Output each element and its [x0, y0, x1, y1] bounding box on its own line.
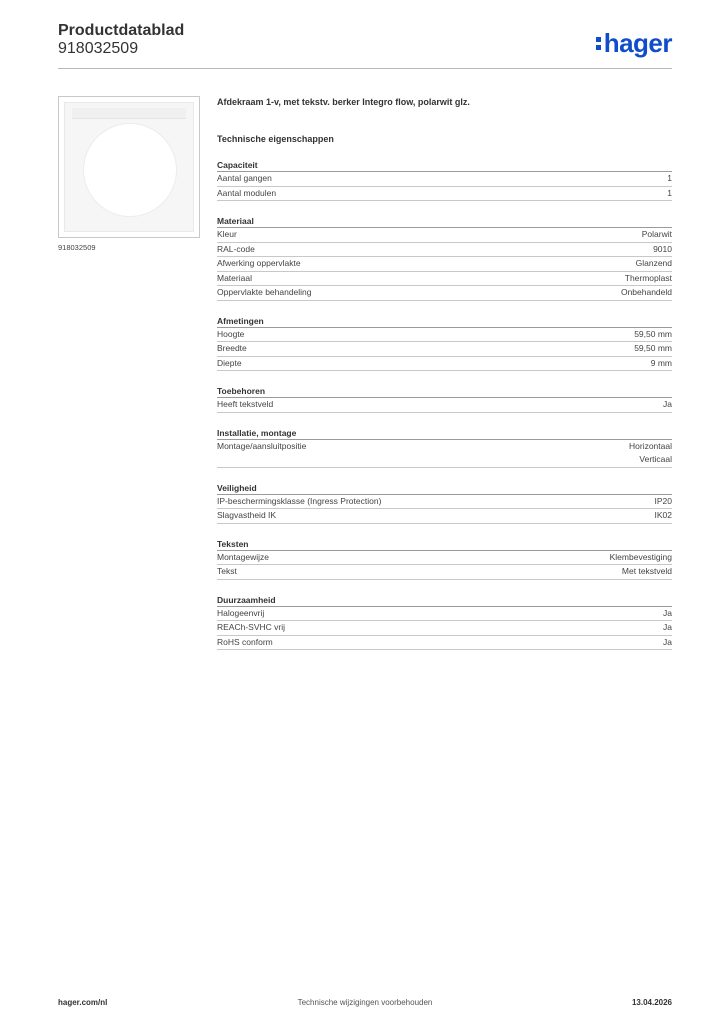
spec-label: Kleur [217, 229, 237, 239]
spec-row [217, 440, 672, 468]
spec-groups [217, 157, 672, 650]
product-specifications [217, 96, 672, 650]
spec-row [217, 342, 672, 357]
spec-group [217, 157, 672, 201]
label-field-illustration [72, 108, 186, 119]
cover-frame-illustration [64, 102, 194, 232]
spec-value-line: Ja [663, 636, 672, 647]
spec-group-title: Materiaal [217, 213, 672, 228]
spec-label: Afwerking oppervlakte [217, 258, 301, 268]
spec-value [663, 621, 672, 635]
spec-label: Montagewijze [217, 551, 269, 562]
spec-row [217, 257, 672, 272]
spec-group-title: Afmetingen [217, 313, 672, 328]
spec-value-line: Glanzend [635, 258, 672, 268]
footer-disclaimer: Technische wijzigingen voorbehouden [297, 998, 433, 1007]
spec-row [217, 398, 672, 413]
spec-value-line: Polarwit [641, 229, 672, 239]
product-image-caption: 918032509 [58, 243, 96, 252]
spec-value-line: Verticaal [639, 454, 672, 464]
spec-group [217, 536, 672, 580]
spec-value-line: Met tekstveld [621, 566, 672, 576]
spec-value-line: 9010 [653, 243, 672, 254]
spec-value [653, 243, 672, 257]
page-header [58, 20, 672, 70]
spec-value [636, 257, 672, 271]
spec-row [217, 357, 672, 372]
spec-value-line: 59,50 mm [634, 343, 672, 353]
spec-value [629, 440, 672, 467]
spec-group-title: Teksten [217, 536, 672, 551]
spec-label: IP-beschermingsklasse (Ingress Protection) [217, 495, 382, 506]
spec-row [217, 551, 672, 566]
spec-value-line: Ja [663, 607, 672, 618]
spec-value [651, 357, 672, 371]
product-image [58, 96, 200, 238]
spec-value [634, 328, 672, 342]
spec-label: Montage/aansluitpositie [217, 440, 307, 451]
spec-value [663, 607, 672, 621]
spec-label: Materiaal [217, 272, 252, 283]
spec-value [655, 495, 673, 509]
spec-group-title: Capaciteit [217, 157, 672, 172]
logo-text: hager [603, 28, 672, 58]
spec-value [642, 228, 672, 242]
logo-dots-icon [596, 30, 603, 50]
spec-value [622, 565, 672, 579]
spec-value [655, 509, 673, 523]
spec-row [217, 636, 672, 651]
spec-value-line: 59,50 mm [634, 328, 672, 339]
spec-row [217, 172, 672, 187]
spec-label: Halogeenvrij [217, 607, 265, 618]
spec-value [621, 286, 672, 300]
spec-value-line: IP20 [654, 495, 672, 506]
spec-label: RoHS conform [217, 636, 273, 647]
spec-label: RAL-code [217, 243, 255, 254]
spec-label: Tekst [217, 566, 237, 576]
hager-logo [596, 30, 672, 56]
footer-date: 13.04.2026 [631, 998, 672, 1007]
spec-label: Heeft tekstveld [217, 399, 274, 409]
spec-group [217, 213, 672, 301]
document-number: 918032509 [58, 40, 139, 57]
spec-group [217, 383, 672, 413]
frame-opening-illustration [84, 124, 176, 216]
spec-group-title: Toebehoren [217, 383, 672, 398]
spec-label: Breedte [217, 343, 247, 353]
spec-row [217, 272, 672, 287]
spec-value [663, 398, 672, 412]
spec-row [217, 509, 672, 524]
spec-row [217, 565, 672, 580]
spec-group [217, 480, 672, 524]
spec-value [663, 636, 672, 650]
spec-label: Aantal gangen [217, 173, 272, 183]
spec-label: Oppervlakte behandeling [217, 287, 312, 297]
footer-website: hager.com/nl [58, 998, 108, 1007]
spec-group [217, 425, 672, 468]
spec-value-line: Horizontaal [629, 440, 672, 451]
spec-label: REACh-SVHC vrij [217, 622, 286, 632]
spec-value [634, 342, 672, 356]
spec-value [667, 172, 672, 186]
spec-group [217, 313, 672, 372]
spec-value-line: IK02 [654, 510, 672, 520]
spec-label: Hoogte [217, 328, 245, 339]
spec-row [217, 286, 672, 301]
spec-value [667, 187, 672, 201]
page-footer [58, 998, 672, 1010]
spec-value-line: Thermoplast [624, 272, 672, 283]
spec-value-line: Ja [663, 399, 672, 409]
spec-value [625, 272, 672, 286]
spec-value-line: 9 mm [650, 357, 672, 368]
spec-row [217, 187, 672, 202]
spec-label: Aantal modulen [217, 187, 277, 198]
header-divider [58, 68, 672, 69]
spec-group-title: Duurzaamheid [217, 592, 672, 607]
spec-value-line: Onbehandeld [620, 287, 672, 297]
spec-label: Diepte [217, 357, 242, 368]
spec-group-title: Installatie, montage [217, 425, 672, 440]
spec-row [217, 495, 672, 510]
spec-row [217, 228, 672, 243]
section-heading: Technische eigenschappen [217, 134, 334, 144]
spec-row [217, 243, 672, 258]
spec-group [217, 592, 672, 651]
spec-value-line: Klembevestiging [609, 551, 672, 562]
product-description: Afdekraam 1-v, met tekstv. berker Integro flow, polarwit glz. [217, 97, 470, 107]
spec-value-line: 1 [667, 173, 672, 183]
spec-value-line: Ja [663, 622, 672, 632]
spec-row [217, 328, 672, 343]
spec-row [217, 607, 672, 622]
spec-row [217, 621, 672, 636]
document-title: Productdatablad [58, 22, 185, 39]
spec-value-line: 1 [667, 187, 672, 198]
spec-label: Slagvastheid IK [217, 510, 277, 520]
spec-group-title: Veiligheid [217, 480, 672, 495]
spec-value [610, 551, 672, 565]
